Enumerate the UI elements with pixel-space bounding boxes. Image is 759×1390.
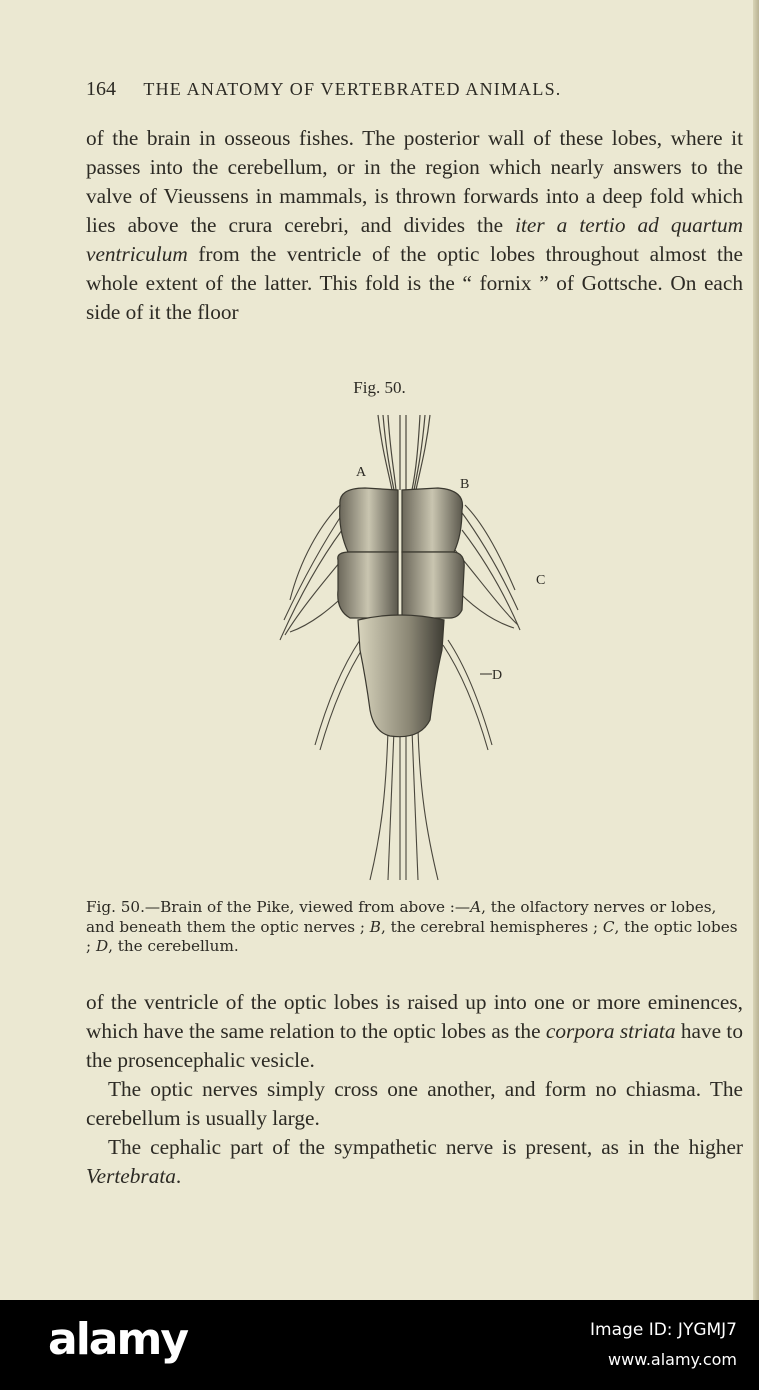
pike-brain-illustration (270, 410, 546, 890)
label-a: A (356, 465, 367, 480)
spinal-cord (370, 730, 438, 880)
label-c: C (536, 573, 546, 588)
paragraph-sympathetic: The cephalic part of the sympathetic nerve is present, as in the higher Vertebrata. (86, 1135, 743, 1188)
page-spine-shadow (753, 0, 759, 1300)
page-number: 164 (86, 78, 116, 100)
olfactory-nerves (378, 415, 430, 490)
cerebral-hemispheres (340, 488, 463, 552)
optic-lobes (338, 552, 465, 618)
italic-term: iter a tertio ad quartum ventriculum (86, 213, 743, 266)
running-title: THE ANATOMY OF VERTEBRATED ANIMALS. (143, 79, 562, 99)
paragraph-optic: The optic nerves simply cross one another, and form no chiasma. The cerebellum is usually large. (86, 1077, 743, 1130)
stock-footer (0, 1300, 759, 1390)
italic-term: corpora striata (545, 1019, 676, 1043)
label-b: B (460, 477, 470, 492)
cerebellum (358, 615, 444, 737)
paragraph-top: of the brain in osseous fishes. The posterior wall of these lobes, where it passes into the cerebellum, or in the region which nearly answers to the valve of Vieussens in mammals, is thrown forwards into a deep fold which lies above the crura cerebri, and divides the iter a tertio ad quartum ventriculum from the ventricle of the optic lobes throughout almost the whole extent of the latter. This fold is the “ fornix ” of Gottsche. On each side of it the floor (86, 126, 743, 324)
paragraph-bottom: of the ventricle of the optic lobes is raised up into one or more eminences, which have the same relation to the optic lobes as the corpora striata have to the prosencephalic vesicle. The optic nerves simply cross one another, and form no chiasma. The cerebellum is usually large. The cephalic part of the sympathetic nerve is present, as in the higher Vertebrata. (86, 988, 743, 1191)
figure-title: Fig. 50. (353, 378, 406, 397)
stock-url[interactable]: www.alamy.com (608, 1350, 737, 1369)
alamy-logo: alamy (48, 1314, 187, 1365)
image-id: Image ID: JYGMJ7 (590, 1320, 737, 1340)
label-d: D (492, 668, 503, 683)
figure-caption: Fig. 50.—Brain of the Pike, viewed from above :—A, the olfactory nerves or lobes, and beneath them the optic nerves ; B, the cerebral hemispheres ; C, the optic lobes ; D, the cerebellum. (86, 898, 738, 955)
running-header (86, 78, 686, 101)
